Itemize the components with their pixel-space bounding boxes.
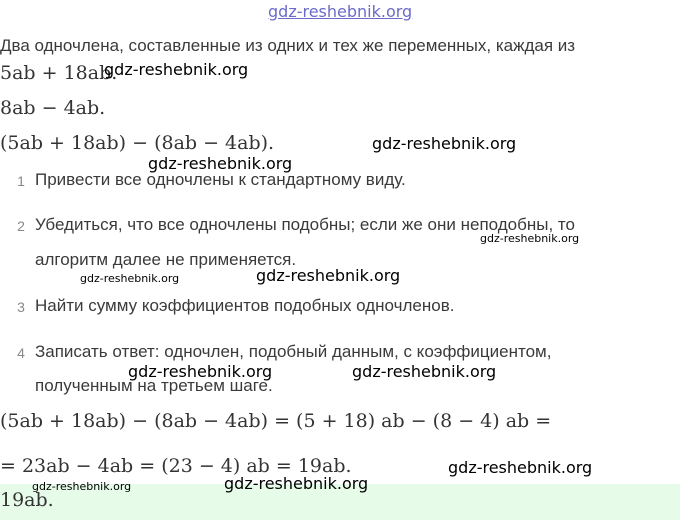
watermark: gdz-reshebnik.org <box>480 232 580 245</box>
step-number: 4 <box>17 345 25 361</box>
step-number: 3 <box>17 299 25 315</box>
step-text-continued: полученным на третьем шаге. <box>35 376 273 395</box>
watermark: gdz-reshebnik.org <box>104 60 249 79</box>
step-text: Найти сумму коэффициентов подобных одночленов. <box>35 296 455 315</box>
watermark: gdz-reshebnik.org <box>32 480 132 493</box>
site-title-link[interactable]: gdz-reshebnik.org <box>268 2 413 21</box>
expression-combined: (5ab + 18ab) − (8ab − 4ab). <box>0 132 275 154</box>
step-text: Убедиться, что все одночлены подобны; если же они неподобны, то <box>35 215 575 234</box>
step-text: Привести все одночлены к стандартному виду. <box>35 170 406 189</box>
watermark: gdz-reshebnik.org <box>372 134 517 153</box>
step-text-continued: алгоритм далее не применяется. <box>35 250 297 269</box>
watermark: gdz-reshebnik.org <box>80 272 180 285</box>
watermark: gdz-reshebnik.org <box>448 458 593 477</box>
watermark: gdz-reshebnik.org <box>128 362 273 381</box>
watermark: gdz-reshebnik.org <box>224 474 369 493</box>
solution-line-1: (5ab + 18ab) − (8ab − 4ab) = (5 + 18) ab − (8 − 4) ab = <box>0 410 552 432</box>
step-number: 2 <box>17 218 25 234</box>
watermark: gdz-reshebnik.org <box>352 362 497 381</box>
step-number: 1 <box>17 173 25 189</box>
expression-difference: 8ab − 4ab. <box>0 97 106 119</box>
intro-text: Два одночлена, составленные из одних и тех же переменных, каждая из <box>0 36 576 55</box>
expression-sum: 5ab + 18ab. <box>0 62 118 84</box>
step-text: Записать ответ: одночлен, подобный данным, с коэффициентом, <box>35 342 552 361</box>
solution-line-2: = 23ab − 4ab = (23 − 4) ab = 19ab. <box>0 455 352 477</box>
answer-value: 19ab. <box>0 489 54 511</box>
watermark: gdz-reshebnik.org <box>256 266 401 285</box>
watermark: gdz-reshebnik.org <box>148 154 293 173</box>
